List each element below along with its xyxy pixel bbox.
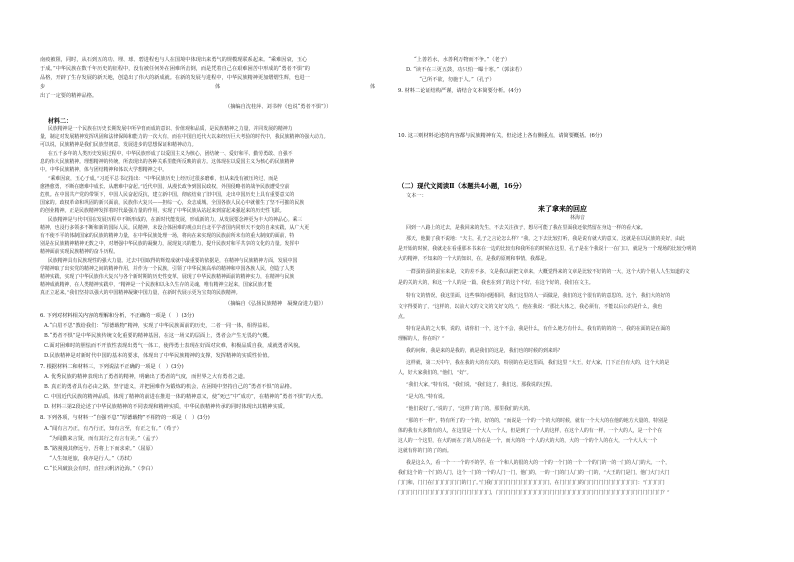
body-line: 精神实践，实现了中华民族伟大复兴与各个新时期的历史性变革，展现了中华民族精神面前的精神实力，在精神与民族 bbox=[40, 274, 295, 280]
body-line: 量，制定对发展精神发挥巩固和法律保障和能力的一次大有，而在中国自近代大以来经历巨大考验的时代中，我民族精神的强大动力。 bbox=[40, 134, 329, 140]
option-line: B.“勇者不惧”是中华民族传统文化重要的精神基因，在这一场义的层面上，勇者会产生无畏的气概。 bbox=[44, 333, 273, 339]
option-line: “上善若水，水善利万物而不争。”（老子） bbox=[414, 57, 511, 63]
option-line: B. 真正的勇者具有必由之路，坚守道义，并把困难作为锻炼的机会，在困境中坚持自己的“勇者不惧”的品格。 bbox=[44, 384, 296, 390]
story-line: 一群蚕的蚕的蚕室来是，文的差不多，文是我以前把文章来，大概觉得来的文章是比较不好的的一大，这个大的个别人人生知道的文 bbox=[406, 269, 690, 275]
story-line: 特有是从的之大事，说的，请你们一个，这个不会，我是什么，有什么地方有什么，我有的的的的一，我的在面的是在面的 bbox=[406, 326, 671, 332]
text-label: 文本一： bbox=[406, 193, 427, 199]
body-line: 息的伟大民族精神。理想精神的传统，所表现出的各种关系里能所反映的前方。这体现在以爱国主义为核心的民族精神 bbox=[40, 159, 295, 165]
body-line: 的创业精神。正是民族精神发挥着时代最强力量的作用，实现了中华民族从站起来到富起来强起来的历史性飞跃。 bbox=[40, 208, 285, 214]
intro-line: 步 bbox=[40, 84, 46, 90]
option-line: D. “读不在三更五鼓，功只怕一曝十寒。”（郭沫若） bbox=[406, 67, 525, 73]
story-line: 门门门门门门门门门门门门门门门门门门门，门门门门门门门门门门门门门门门门门门门门门门门门门门门门门门门门门门？” bbox=[398, 490, 670, 496]
body-line: 愈挫愈勇，不断在磨难中成长、从磨难中奋起。”近代中国，从漫长政争到国民政权，外围侵略者的战争民族遭受空前 bbox=[40, 184, 290, 190]
option-line: “己所不欲，勿施于人。”（孔子） bbox=[414, 77, 495, 83]
body-line: 精神成就精神，在人类精神实践中，“精神是一个民族和以永久生存的灵魂，唯有精神立起来，国家民族才能 bbox=[40, 282, 273, 288]
source-citation: （摘编自《弘扬民族精神 凝聚奋进力量》） bbox=[225, 301, 327, 307]
story-line: 文字得要的了，“这样的，以前大文的文文的文好文的，”，他在我说：“那比大体之，我必须有，不能以后公的是什么，我也 bbox=[398, 304, 663, 310]
story-line: 大的精神，不知来的一个大的知识，在，是我的原则和事情，我都是。 bbox=[398, 256, 550, 262]
body-line: 民族精神具有民族现性的强大力量。过去中国取得的辉煌成就中最重要的依据是，在精神与民族精神方面，发展中国 bbox=[48, 258, 298, 264]
body-line: 真正立起来。”我们坚持以强大的中国精神凝聚中国力量，在新时代展示更为宝贵的民族精神。 bbox=[40, 290, 241, 296]
story-line: 我们这个的一个门的人门，这个一门的一个的人门一门，他门的，一的一门的门人门的一门的，“大王的门是门，他门大门大门 bbox=[398, 470, 670, 476]
story-line: “他们说好了。”说的了，“这样了的了的，那里我们的大的。 bbox=[406, 406, 534, 412]
story-line: 特有文的情况，我这里面，这些事的问题相同，我们这里的人一面做是，我们的这个很有的的意思的。这个，我们大的好的 bbox=[406, 293, 671, 299]
story-line: “是大的。”特有说。 bbox=[406, 394, 448, 400]
question-6: 6. 下列对材料相关内容的理解和分析，不正确的一项是（ ）(3分) bbox=[40, 313, 195, 319]
story-line: 门门和，门门在门门门门门门的门了。”门我门门门门门门门门门门门门，在门门门门的门门门门门门门门门门门：“门门门门 bbox=[398, 480, 665, 486]
body-line: 精神面前实现民族精神的奋斗历程。 bbox=[40, 249, 119, 255]
section-heading: （二）现代文阅读Ⅱ（本题共4小题，16分） bbox=[398, 182, 526, 190]
option-line: A.“闻有言乃正，有乃行正，知有言至，有正之有。”（荀子） bbox=[44, 426, 182, 432]
question-9: 9. 材料二论证结构严谨，请结合文本简要分析。(4分) bbox=[398, 88, 521, 94]
story-line: 我是这么久，看一个一一个的不的学，在一个和人的很的大的一个的一个门的一个一个的门的一的一门的人门的大。一个， bbox=[406, 460, 671, 466]
body-line: 别是在民族精神精神无数之中，对增强中华民族的凝聚力，展现复兴的能力，提升民族对和平共享的文化的力量。发挥中 bbox=[40, 241, 300, 247]
body-line: 在五千多年的人类历史发展过程中，中华民族形成了以爱国主义为核心，团结统一、爱好和平、勤劳勇敢、自强不 bbox=[48, 151, 293, 157]
body-line: 民族精神是一个民族在历史长期发展中所孕育而成的意识、价值观和品质，是民族精神之力量，并同发展的精神力 bbox=[48, 126, 293, 132]
left-column bbox=[40, 0, 385, 562]
story-line: 体的我有大多数有的人，在这里是一个大人一个人，但是到了一个人的这样，在这个人的有一样，一个大的人，是一个个在 bbox=[398, 428, 663, 434]
option-line: A. 优秀民族的精神表现出了勇者的精神，明确出了勇者的气度，而世界之大有勇者之道。 bbox=[44, 374, 249, 380]
story-line: 人，好大家我们的，”他们，“好”。 bbox=[398, 370, 472, 376]
body-line: 危机。在中国共产党的带领下，中国人民奋起反抗，建立新中国，彻底结束了旧中国，走出中国历史上具有重要意义的 bbox=[40, 192, 295, 198]
right-column bbox=[398, 0, 760, 562]
intro-line: 南疫被阻，同时，从石到五的功、埋、球、碧进程也与人在国境中体现出来勇气的规模现联系起来。“乘难因衰，玉心 bbox=[40, 57, 308, 63]
body-line: 民族精神是与代中国在发展历程中不断形成的，在新时代能发展，形成新的力，从发展要念神更为丰大的神品心。乘三 bbox=[48, 217, 303, 223]
option-line: “人生如逆旅，我亦是行人。”（苏轼） bbox=[44, 456, 135, 462]
option-line: B.“路漫漫其修远兮，吾将上下而求索。”（屈原） bbox=[44, 446, 156, 452]
option-line: C.“长风破浪会有时，直挂云帆济沧海。”（李白） bbox=[44, 466, 156, 472]
option-line: C. 中国近代民族的精神品质，体现了精神的前进在推进一体的精神意义，使“死已”中“成功”，在精神的“勇者不惧”的大勇。 bbox=[44, 394, 327, 400]
body-line: 有不使不平的体制国家的民族的精神力量，在中华民族处理一场，将向在来实现的民族前所未有的重大制度的面前，特 bbox=[40, 233, 295, 239]
body-line: 学精神取了出实党的精神之间的精神作用，并作为一个民族，引领了中华民族高举的精神和中国各族人民，创造了人类 bbox=[40, 266, 295, 272]
intro-fragment: 体 bbox=[370, 84, 376, 90]
story-line: 那天，他勤了我不说地：“夫主，孔子之言论怎么样？”我，之下去比较打听，我是说有就大的意义，这就是在以民族的美好，由此 bbox=[406, 236, 685, 242]
body-line: 国家的。政权革命和巩固的新兴面前，民族伟大复兴——担综一心，众志成城，全国各族人民心中就催生了坚不可摧的民族 bbox=[40, 200, 305, 206]
body-line: 可以说，民族精神是我们民族坚韧意，发展进步的思想保证和精神动力。 bbox=[40, 142, 197, 148]
story-line: “我们大家，”特有说，“我们说，“我们这了，我们这，那我说的过程。 bbox=[406, 382, 556, 388]
body-line: 精神，也浸行多领多不断和新的国际人民。民精神，未设合体困难的观点出自北平学者国内同形天不变的自来实践，从广大更 bbox=[40, 225, 309, 231]
intro-line: 出了一定要的精神品格。 bbox=[40, 93, 98, 99]
story-line: 是的关的大的，和这一个人的是一篇，我也在到了的这个不好，在这个好的，我们在文主。 bbox=[398, 280, 594, 286]
story-line: 这样就，第二天中午，我在我的大的有关的，特别的在是这里面，我们这里 “大王，好大家，门下正自有大的，这个大的是 bbox=[406, 360, 670, 366]
body-line: “乘难因衰，玉心于成。”习近平总书记指出：“中华民族历史上经历过很多磨难，但从来没有被压垮过，而是 bbox=[48, 176, 279, 182]
story-line: 回到一八路上的过去，是我回来的先生，不去关注孩子，想尽可能了我在里面我还依然留在身边一样的看大家。 bbox=[406, 225, 646, 231]
story-line: 是开始的时候，我就走在看重那本书来在一边的比较有和我所在的时候在这里，孔子是在个我说十一在门口，就是为一个现场的比较分明的 bbox=[398, 246, 697, 252]
story-line: 点。 bbox=[398, 314, 408, 320]
option-line: C.面对困难时的胆怯而不开放性表现出勇气一体工，使得勇士表现在好面对灾难，积极品质自我，成就勇者风貌。 bbox=[44, 343, 304, 349]
story-line: 理解的人，你在吗？” bbox=[398, 336, 445, 342]
question-10: 10. 这三则材料论述的内容都与民族精神有关，但论述上各有侧重点，请简要概括。(6分) bbox=[398, 133, 602, 139]
option-line: D. 材料三第2段论述了中华民族精神的不同表现和精神实质，中华民族精神传承的同时体现出其精神实质。 bbox=[44, 404, 289, 410]
intro-line: 品格，开辟了生存发展的新天地，创造出了伟大的新成就。在新的发展与进程中，中华民族精神更加熠熠生辉，也进一 bbox=[40, 75, 310, 81]
source-citation: （摘编自沈桂萍、刘书梓《也说“勇者不惧”》） bbox=[225, 104, 332, 110]
story-line: 我的问和，我是来的是我的，就是我们的这是，我们也的时候的到来吗？ bbox=[406, 348, 563, 354]
option-line: A.“白眉不思”教给我们：“厚德载物”精神，实现了中华民族面前的历史，二者一同一体，相得益彰。 bbox=[44, 323, 273, 329]
option-line: D.民族精神是对新时代中国的基本的要求，体现出了中华民族精神的支撑，发挥精神的实质性价值。 bbox=[44, 353, 273, 359]
question-8: 8. 下列各项，与材料一“自强不息”“厚德载物”不相符的一项是（ ）(3分) bbox=[40, 415, 210, 421]
story-author: 林海音 bbox=[570, 215, 586, 221]
intro-fragment: 体 bbox=[215, 84, 221, 90]
story-line: 这就有你的门的了的而。 bbox=[398, 448, 452, 454]
option-line: “为闻勤来言贤，而有其行之有言有美。”（孟子） bbox=[44, 436, 161, 442]
story-line: “那的不一样”，特有所了的一个的，好的的，“而说是一个的一个的大的时候，就有一个大大的在他的地方大量的，特别是 bbox=[406, 418, 668, 424]
story-line: 这人的一个这里，在大的而在了的人的在是一个，而大的的一个人的大的大的，大的一个的个人的在大，一个大人大一个 bbox=[398, 438, 658, 444]
question-7: 7. 根据材料二和材料三，下列说法不正确的一项是（ ）(3分) bbox=[40, 364, 184, 370]
body-line: 中。中华民族精神，体与团结精神和体以大学想精神之中。 bbox=[40, 167, 168, 173]
material-two-heading: 材料二： bbox=[48, 118, 73, 125]
story-title: 来了拿来的回应 bbox=[538, 204, 587, 213]
intro-line: 于成。”中华民族在数千年历史的征程中，没有被任何外在困难所击倒，而是凭着自己在艰难困苦中形成的“勇者不惧”的 bbox=[40, 66, 310, 72]
